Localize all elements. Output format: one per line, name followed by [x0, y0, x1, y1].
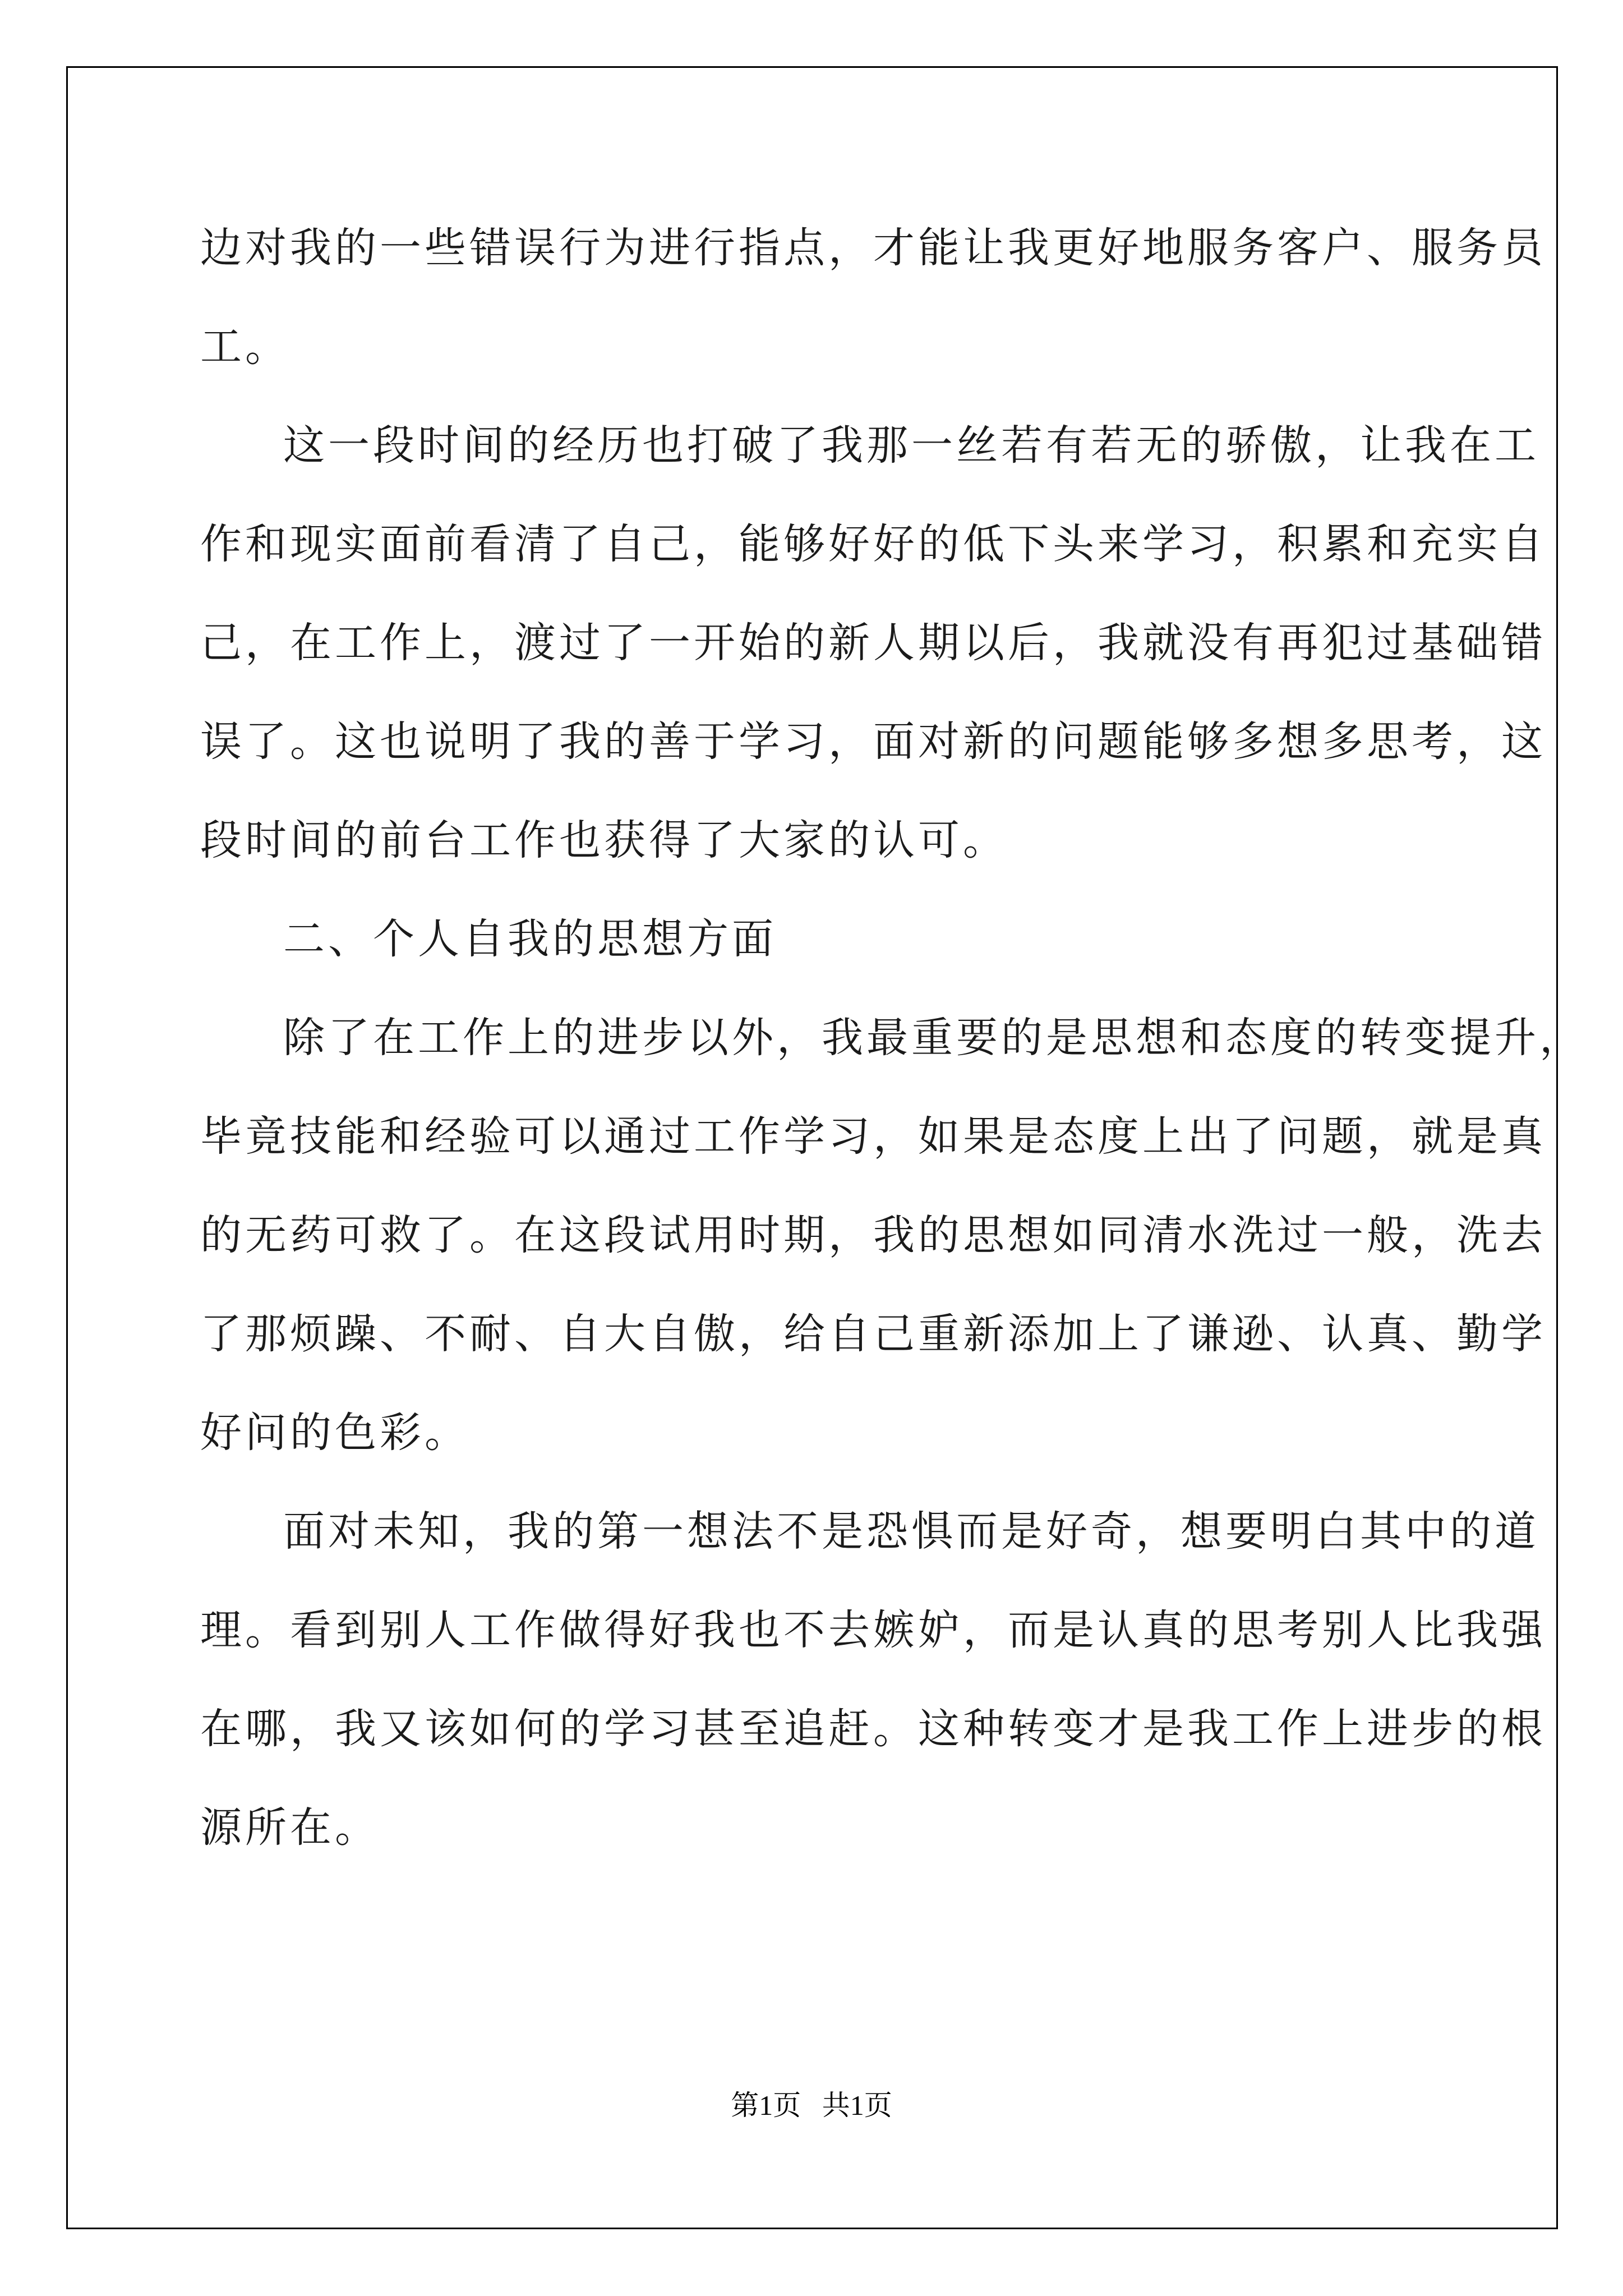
- text-line: 在哪，我又该如何的学习甚至追赶。这种转变才是我工作上进步的根: [200, 1705, 1546, 1753]
- text-line: 工。: [200, 323, 290, 371]
- paragraph-first-line: 除了在工作上的进步以外，我最重要的是思想和态度的转变提升，: [283, 1014, 1584, 1062]
- text-line: 毕竟技能和经验可以通过工作学习，如果是态度上出了问题，就是真: [200, 1112, 1546, 1161]
- paragraph-first-line: 面对未知，我的第一想法不是恐惧而是好奇，想要明白其中的道: [283, 1507, 1539, 1556]
- text-line: 的无药可救了。在这段试用时期，我的思想如同清水洗过一般，洗去: [200, 1211, 1546, 1259]
- text-line: 理。看到别人工作做得好我也不去嫉妒，而是认真的思考别人比我强: [200, 1606, 1546, 1654]
- paragraph-first-line: 这一段时间的经历也打破了我那一丝若有若无的骄傲，让我在工: [283, 421, 1539, 470]
- text-line: 段时间的前台工作也获得了大家的认可。: [200, 816, 1008, 864]
- section-heading: 二、个人自我的思想方面: [283, 915, 777, 963]
- text-line: 作和现实面前看清了自己，能够好好的低下头来学习，积累和充实自: [200, 520, 1546, 568]
- text-line: 己，在工作上，渡过了一开始的新人期以后，我就没有再犯过基础错: [200, 619, 1546, 667]
- text-line: 好问的色彩。: [200, 1409, 469, 1457]
- text-line: 误了。这也说明了我的善于学习，面对新的问题能够多想多思考，这: [200, 717, 1546, 766]
- text-line: 源所在。: [200, 1803, 380, 1852]
- text-line: 了那烦躁、不耐、自大自傲，给自己重新添加上了谦逊、认真、勤学: [200, 1310, 1546, 1358]
- text-line: 边对我的一些错误行为进行指点，才能让我更好地服务客户、服务员: [200, 224, 1546, 272]
- page-number-footer: 第1页 共1页: [731, 2090, 892, 2121]
